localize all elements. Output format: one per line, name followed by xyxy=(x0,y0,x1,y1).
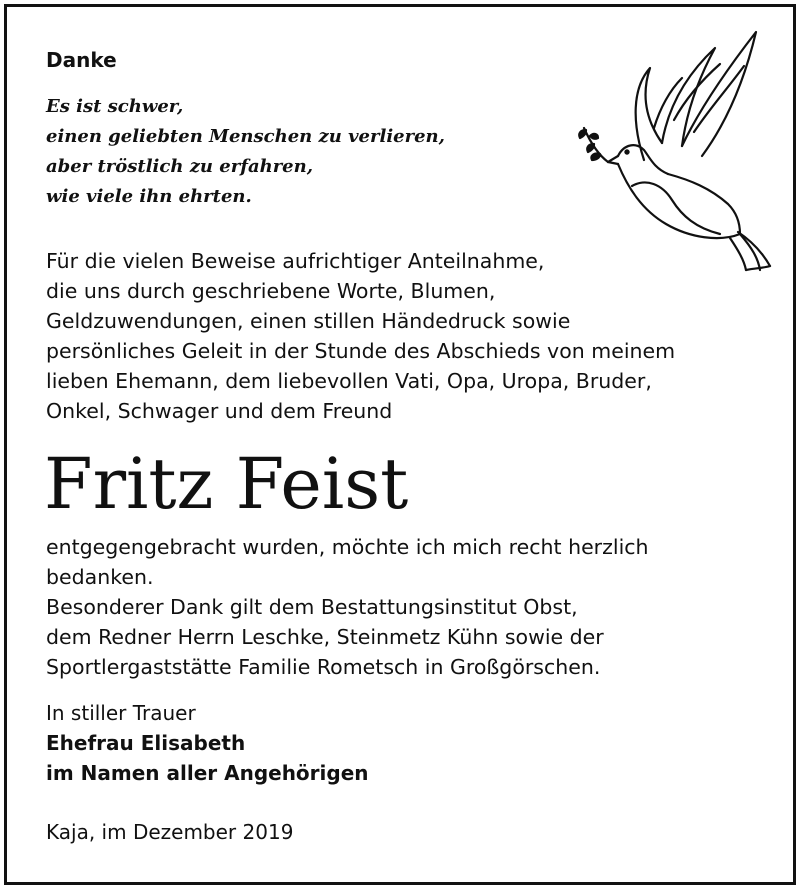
intro-line: persönliches Geleit in der Stunde des Abschieds von meinem xyxy=(46,339,676,363)
deceased-name: Fritz Feist xyxy=(44,443,409,525)
thanks-line: bedanken. xyxy=(46,565,154,589)
intro-line: Onkel, Schwager und dem Freund xyxy=(46,399,393,423)
signature-block xyxy=(46,698,369,788)
signature-family: im Namen aller Angehörigen xyxy=(46,761,369,785)
dove-icon xyxy=(570,28,775,273)
thanks-line: dem Redner Herrn Leschke, Steinmetz Kühn sowie der xyxy=(46,625,604,649)
signature-line: In stiller Trauer xyxy=(46,701,196,725)
poem-line: aber tröstlich zu erfahren, xyxy=(46,156,313,177)
poem-line: einen geliebten Menschen zu verlieren, xyxy=(46,126,445,147)
intro-line: Geldzuwendungen, einen stillen Händedruck sowie xyxy=(46,309,571,333)
signature-name: Ehefrau Elisabeth xyxy=(46,731,246,755)
intro-line: die uns durch geschriebene Worte, Blumen, xyxy=(46,279,496,303)
notice-heading: Danke xyxy=(46,48,117,72)
thanks-line: Besonderer Dank gilt dem Bestattungsinstitut Obst, xyxy=(46,595,578,619)
thanks-line: entgegengebracht wurden, möchte ich mich recht herzlich xyxy=(46,535,649,559)
thanks-paragraph xyxy=(46,532,649,682)
poem-line: wie viele ihn ehrten. xyxy=(46,186,252,207)
intro-line: Für die vielen Beweise aufrichtiger Anteilnahme, xyxy=(46,249,545,273)
poem xyxy=(46,92,445,212)
thanks-line: Sportlergaststätte Familie Rometsch in Großgörschen. xyxy=(46,655,601,679)
place-date: Kaja, im Dezember 2019 xyxy=(46,820,294,844)
poem-line: Es ist schwer, xyxy=(46,96,184,117)
intro-paragraph xyxy=(46,246,675,426)
intro-line: lieben Ehemann, dem liebevollen Vati, Opa, Uropa, Bruder, xyxy=(46,369,652,393)
